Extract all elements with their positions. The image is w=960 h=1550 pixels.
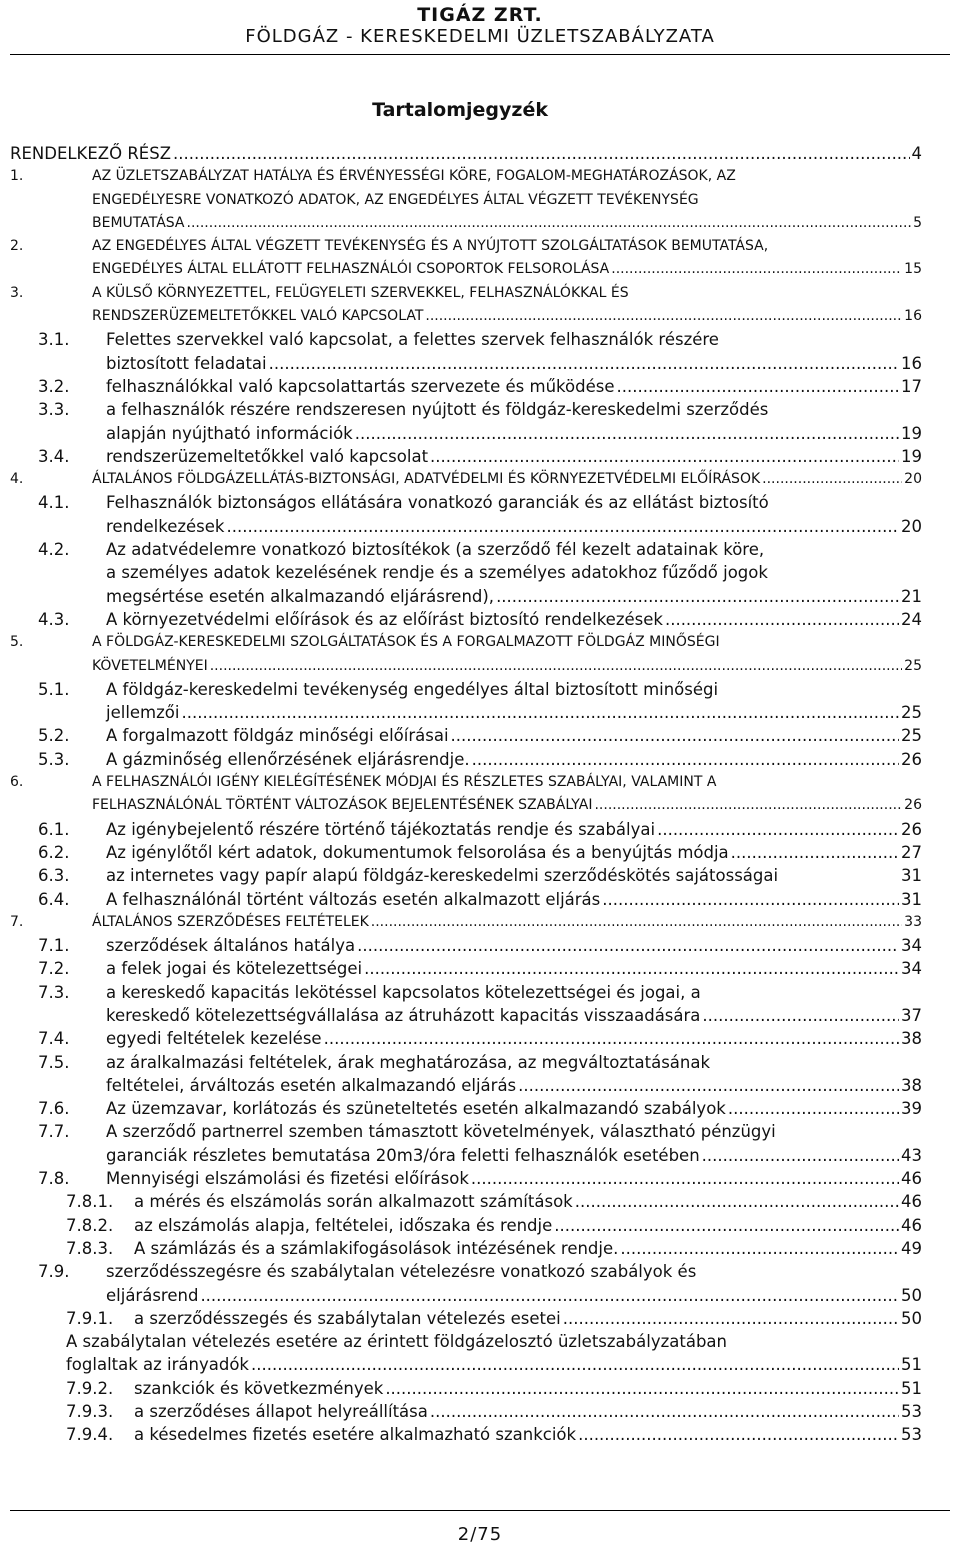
toc-leader-dots [371,911,902,934]
toc-entry[interactable] [10,911,922,934]
toc-entry-text: ENGEDÉLYES ÁLTAL ELLÁTOTT FELHASZNÁLÓI CSOPORTOK FELSOROLÁSA [92,261,610,278]
toc-entry-text: a szerződéses állapot helyreállítása [134,1402,428,1422]
toc-entry[interactable] [10,235,922,282]
toc-entry-number: 3.4. [38,446,70,466]
toc-entry-text: szankciók és következmények [134,1378,384,1398]
toc-entry-text: eljárásrend [106,1285,199,1305]
toc-entry[interactable] [10,631,922,678]
toc-entry[interactable] [10,934,922,957]
toc-leader-dots [269,352,899,375]
toc-entry-text: az elszámolás alapja, feltételei, időszaka és rendje [134,1215,553,1235]
toc-entry-number: 7.4. [38,1029,70,1049]
toc-entry-number: 5.1. [38,679,70,699]
toc-leader-dots [226,515,899,538]
toc-entry-number: 1. [10,168,24,185]
toc-entry-text: szerződésszegésre és szabálytalan vételezésre vonatkozó szabályok és [106,1262,697,1282]
toc-entry[interactable] [10,165,922,235]
toc-page-number: 34 [901,959,922,979]
toc-entry-number: 5.2. [38,726,70,746]
toc-entry[interactable] [10,748,922,771]
toc-entry-text: FELHASZNÁLÓNÁL TÖRTÉNT VÁLTOZÁSOK BEJELENTÉSÉNEK SZABÁLYAI [92,797,593,814]
toc-entry-number: 6.1. [38,819,70,839]
toc-page-number: 25 [904,657,922,674]
toc-entry[interactable] [10,1400,922,1423]
toc-entry-number: 7.9.3. [66,1402,114,1422]
toc-entry-number: 7.8.3. [66,1238,114,1258]
toc-entry-number: 7.9.1. [66,1308,114,1328]
toc-entry-text: egyedi feltételek kezelése [106,1029,322,1049]
toc-entry-number: 2. [10,238,24,255]
toc-page-number: 50 [901,1285,922,1305]
toc-page-number: 26 [904,797,922,814]
toc-entry-text: alapján nyújtható információk [106,423,353,443]
toc-entry-number: 7.8.2. [66,1215,114,1235]
toc-entry-number: 7.2. [38,959,70,979]
toc-entry-number: 7.6. [38,1099,70,1119]
toc-leader-dots [728,1097,899,1120]
toc-entry-number: 7.1. [38,936,70,956]
toc-entry[interactable] [10,282,922,329]
toc-leader-dots [602,888,899,911]
toc-page-number: 16 [901,353,922,373]
toc-entry-text: a mérés és elszámolás során alkalmazott számítások [134,1192,573,1212]
toc-entry-text: A környezetvédelmi előírások és az előírást biztosító rendelkezések [106,609,663,629]
toc-entry-text: jellemzői [106,703,180,723]
toc-entry[interactable] [10,1330,922,1377]
toc-page-number: 15 [904,261,922,278]
toc-entry[interactable] [10,1167,922,1190]
toc-page-number: 31 [901,866,922,886]
toc-page-number: 24 [901,609,922,629]
toc-entry-number: 6. [10,774,24,791]
toc-leader-dots [364,957,899,980]
toc-entry[interactable] [10,864,922,887]
toc-entry[interactable] [10,142,922,165]
toc-leader-dots [451,724,899,747]
toc-entry[interactable] [10,1237,922,1260]
toc-entry-text: BEMUTATÁSA [92,214,185,231]
toc-leader-dots [702,1144,899,1167]
toc-leader-dots [762,468,902,491]
toc-page-number: 19 [901,423,922,443]
toc-entry[interactable] [10,398,922,445]
toc-entry-text: Mennyiségi elszámolási és fizetési előírások [106,1169,469,1189]
toc-entry-number: 4.3. [38,609,70,629]
toc-entry-number: 4.1. [38,493,70,513]
toc-entry-number: 5.3. [38,749,70,769]
toc-leader-dots [200,1284,899,1307]
toc-entry-text: A FÖLDGÁZ-KERESKEDELMI SZOLGÁLTATÁSOK ÉS A FORGALMAZOTT FÖLDGÁZ MINŐSÉGI [92,634,720,651]
toc-leader-dots [430,445,899,468]
toc-leader-dots [472,748,899,771]
toc-entry-text: A felhasználónál történt változás esetén alkalmazott eljárás [106,889,601,909]
toc-leader-dots [518,1074,899,1097]
toc-entry[interactable] [10,445,922,468]
toc-leader-dots [173,142,909,165]
toc-entry-text: a szerződésszegés és szabálytalan vételezés esetei [134,1308,561,1328]
toc-entry[interactable] [10,678,922,725]
toc-leader-dots [702,1004,899,1027]
toc-entry-number: 7.9.2. [66,1378,114,1398]
toc-leader-dots [563,1307,899,1330]
toc-entry[interactable] [10,818,922,841]
toc-entry[interactable] [10,1097,922,1120]
toc-leader-dots [665,608,899,631]
toc-entry-text: RENDSZERÜZEMELTETŐKKEL VALÓ KAPCSOLAT [92,308,424,325]
toc-page-number: 27 [901,842,922,862]
toc-page-number: 53 [901,1425,922,1445]
toc-entry-text: RENDELKEZŐ RÉSZ [10,144,172,163]
toc-entry[interactable] [10,771,922,818]
toc-title: Tartalomjegyzék [372,99,548,121]
toc-entry[interactable] [10,1051,922,1098]
toc-page-number: 37 [901,1005,922,1025]
toc-entry-text: az internetes vagy papír alapú földgáz-kereskedelmi szerződéskötés sajátosságai [106,866,779,886]
toc-entry-number: 5. [10,634,24,651]
toc-leader-dots [657,818,899,841]
toc-entry-text: ENGEDÉLYESRE VONATKOZÓ ADATOK, AZ ENGEDÉLYES ÁLTAL VÉGZETT TEVÉKENYSÉG [92,191,699,208]
toc-page-number: 26 [901,749,922,769]
toc-entry[interactable] [10,1214,922,1237]
toc-entry-text: KÖVETELMÉNYEI [92,657,208,674]
toc-leader-dots [355,422,899,445]
toc-leader-dots [554,1214,899,1237]
toc-leader-dots [187,212,912,235]
toc-entry-text: A szabálytalan vételezés esetére az érintett földgázelosztó üzletszabályzatában [66,1332,727,1352]
toc-entry-text: Felhasználók biztonságos ellátására vonatkozó garanciák és az ellátást biztosító [106,493,769,513]
toc-leader-dots [611,258,902,281]
toc-leader-dots [430,1400,899,1423]
toc-page-number: 39 [901,1099,922,1119]
toc-entry-number: 6.3. [38,866,70,886]
toc-entry-text: A FELHASZNÁLÓI IGÉNY KIELÉGÍTÉSÉNEK MÓDJAI ÉS RÉSZLETES SZABÁLYAI, VALAMINT A [92,774,717,791]
footer-divider [10,1510,950,1511]
toc-page-number: 4 [911,144,922,163]
toc-page-number: 46 [901,1169,922,1189]
toc-entry[interactable] [10,328,922,375]
toc-entry[interactable] [10,1120,922,1167]
toc-entry-text: A KÜLSŐ KÖRNYEZETTEL, FELÜGYELETI SZERVEKKEL, FELHASZNÁLÓKKAL ÉS [92,284,629,301]
toc-page-number: 43 [901,1145,922,1165]
toc-entry-text: Az igénylőtől kért adatok, dokumentumok felsorolása és a benyújtás módja [106,842,729,862]
toc-entry-text: feltételei, árváltozás esetén alkalmazandó eljárás [106,1075,517,1095]
toc-entry[interactable] [10,1377,922,1400]
toc-entry-text: ÁLTALÁNOS FÖLDGÁZELLÁTÁS-BIZTONSÁGI, ADATVÉDELMI ÉS KÖRNYEZETVÉDELMI ELŐÍRÁSOK [92,471,761,488]
toc-entry[interactable] [10,538,922,608]
toc-entry-text: rendelkezések [106,516,225,536]
toc-leader-dots [575,1190,899,1213]
toc-leader-dots [251,1353,899,1376]
toc-page-number: 50 [901,1308,922,1328]
toc-page-number: 33 [904,913,922,930]
toc-entry[interactable] [10,1423,922,1446]
toc-entry-text: a késedelmes fizetés esetére alkalmazható szankciók [134,1425,577,1445]
toc-entry-text: AZ ENGEDÉLYES ÁLTAL VÉGZETT TEVÉKENYSÉG ÉS A NYÚJTOTT SZOLGÁLTATÁSOK BEMUTATÁSA, [92,238,769,255]
toc-entry-number: 6.2. [38,842,70,862]
toc-entry-number: 7.3. [38,982,70,1002]
toc-entry-number: 7.9.4. [66,1425,114,1445]
toc-page-number: 26 [901,819,922,839]
toc-page-number: 16 [904,308,922,325]
toc-page-number: 20 [901,516,922,536]
toc-leader-dots [324,1027,899,1050]
toc-entry-number: 7.7. [38,1122,70,1142]
toc-entry-text: A gázminőség ellenőrzésének eljárásrendje. [106,749,470,769]
toc-leader-dots [496,585,899,608]
toc-leader-dots [425,305,902,328]
toc-entry-text: kereskedő kötelezettségvállalása az átruházott kapacitás visszaadására [106,1005,701,1025]
toc-entry-number: 7.8. [38,1169,70,1189]
toc-page-number: 25 [901,703,922,723]
toc-page-number: 46 [901,1192,922,1212]
toc-entry-number: 3.3. [38,400,70,420]
document-subtitle: FÖLDGÁZ - KERESKEDELMI ÜZLETSZABÁLYZATA [245,26,715,47]
toc-entry-text: Felettes szervekkel való kapcsolat, a felettes szervek felhasználók részére [106,330,719,350]
toc-leader-dots [181,701,899,724]
toc-entry-text: rendszerüzemeltetőkkel való kapcsolat [106,446,429,466]
toc-page-number: 51 [901,1355,922,1375]
toc-page-number: 34 [901,936,922,956]
toc-entry[interactable] [10,841,922,864]
toc-page-number: 53 [901,1402,922,1422]
toc-page-number: 20 [904,471,922,488]
toc-entry-text: Az adatvédelemre vonatkozó biztosítékok (a szerződő fél kezelt adatainak köre, [106,540,765,560]
toc-entry[interactable] [10,491,922,538]
toc-leader-dots [210,655,902,678]
toc-page-number: 51 [901,1378,922,1398]
toc-entry-text: Az üzemzavar, korlátozás és szüneteltetés esetén alkalmazandó szabályok [106,1099,726,1119]
toc-entry-text: ÁLTALÁNOS SZERZŐDÉSES FELTÉTELEK [92,913,369,930]
table-of-contents [10,142,922,1447]
toc-entry-text: biztosított feladatai [106,353,267,373]
toc-entry-number: 7.9. [38,1262,70,1282]
header-divider [10,54,950,55]
toc-page-number: 46 [901,1215,922,1235]
company-name: TIGÁZ ZRT. [417,4,543,26]
toc-leader-dots [731,841,899,864]
toc-entry-number: 4.2. [38,540,70,560]
toc-entry-text: A földgáz-kereskedelmi tevékenység engedélyes által biztosított minőségi [106,679,719,699]
toc-entry-text: szerződések általános hatálya [106,936,356,956]
toc-entry-text: AZ ÜZLETSZABÁLYZAT HATÁLYA ÉS ÉRVÉNYESSÉGI KÖRE, FOGALOM-MEGHATÁROZÁSOK, AZ [92,168,736,185]
toc-entry[interactable] [10,1260,922,1307]
toc-page-number: 38 [901,1075,922,1095]
toc-leader-dots [594,794,902,817]
toc-leader-dots [620,1237,899,1260]
toc-entry-number: 7. [10,913,24,930]
toc-page-number: 49 [901,1238,922,1258]
toc-entry-number: 3.2. [38,376,70,396]
toc-leader-dots [617,375,900,398]
toc-page-number: 31 [901,889,922,909]
toc-entry-number: 7.8.1. [66,1192,114,1212]
toc-entry-number: 4. [10,471,24,488]
toc-leader-dots [385,1377,899,1400]
toc-entry-text: Az igénybejelentő részére történő tájékoztatás rendje és szabályai [106,819,656,839]
page-header [0,0,960,48]
toc-entry[interactable] [10,957,922,980]
toc-entry-text: a kereskedő kapacitás lekötéssel kapcsolatos kötelezettségei és jogai, a [106,982,701,1002]
toc-page-number: 38 [901,1029,922,1049]
toc-leader-dots [471,1167,899,1190]
toc-entry-number: 7.5. [38,1052,70,1072]
toc-entry-text: A szerződő partnerrel szemben támasztott követelmények, választható pénzügyi [106,1122,776,1142]
toc-entry[interactable] [10,888,922,911]
toc-entry-text: a felek jogai és kötelezettségei [106,959,363,979]
toc-entry[interactable] [10,1027,922,1050]
toc-entry-number: 3. [10,284,24,301]
toc-entry-number: 3.1. [38,330,70,350]
toc-page-number: 25 [901,726,922,746]
toc-page-number: 5 [913,214,922,231]
toc-entry-text: A számlázás és a számlakifogásolások intézésének rendje. [134,1238,619,1258]
toc-entry-text: felhasználókkal való kapcsolattartás szervezete és működése [106,376,615,396]
toc-page-number: 21 [901,586,922,606]
toc-entry[interactable] [10,1190,922,1213]
toc-entry[interactable] [10,608,922,631]
toc-entry-text: az áralkalmazási feltételek, árak meghatározása, az megváltoztatásának [106,1052,711,1072]
toc-leader-dots [357,934,899,957]
toc-entry-text: foglaltak az irányadók [66,1355,249,1375]
toc-page-number: 17 [901,376,922,396]
toc-entry[interactable] [10,375,922,398]
toc-entry[interactable] [10,724,922,747]
toc-leader-dots [578,1423,899,1446]
toc-page-number: 19 [901,446,922,466]
toc-entry-number: 6.4. [38,889,70,909]
toc-entry[interactable] [10,468,922,491]
toc-entry-text: megsértése esetén alkalmazandó eljárásrend), [106,586,495,606]
toc-entry-text: A forgalmazott földgáz minőségi előírásai [106,726,449,746]
toc-entry-text: a személyes adatok kezelésének rendje és a személyes adatokhoz fűződő jogok [106,563,768,583]
toc-entry[interactable] [10,981,922,1028]
toc-entry-text: a felhasználók részére rendszeresen nyújtott és földgáz-kereskedelmi szerződés [106,400,769,420]
toc-entry-text: garanciák részletes bemutatása 20m3/óra feletti felhasználók esetében [106,1145,700,1165]
page-number: 2/75 [457,1524,503,1545]
toc-entry[interactable] [10,1307,922,1330]
